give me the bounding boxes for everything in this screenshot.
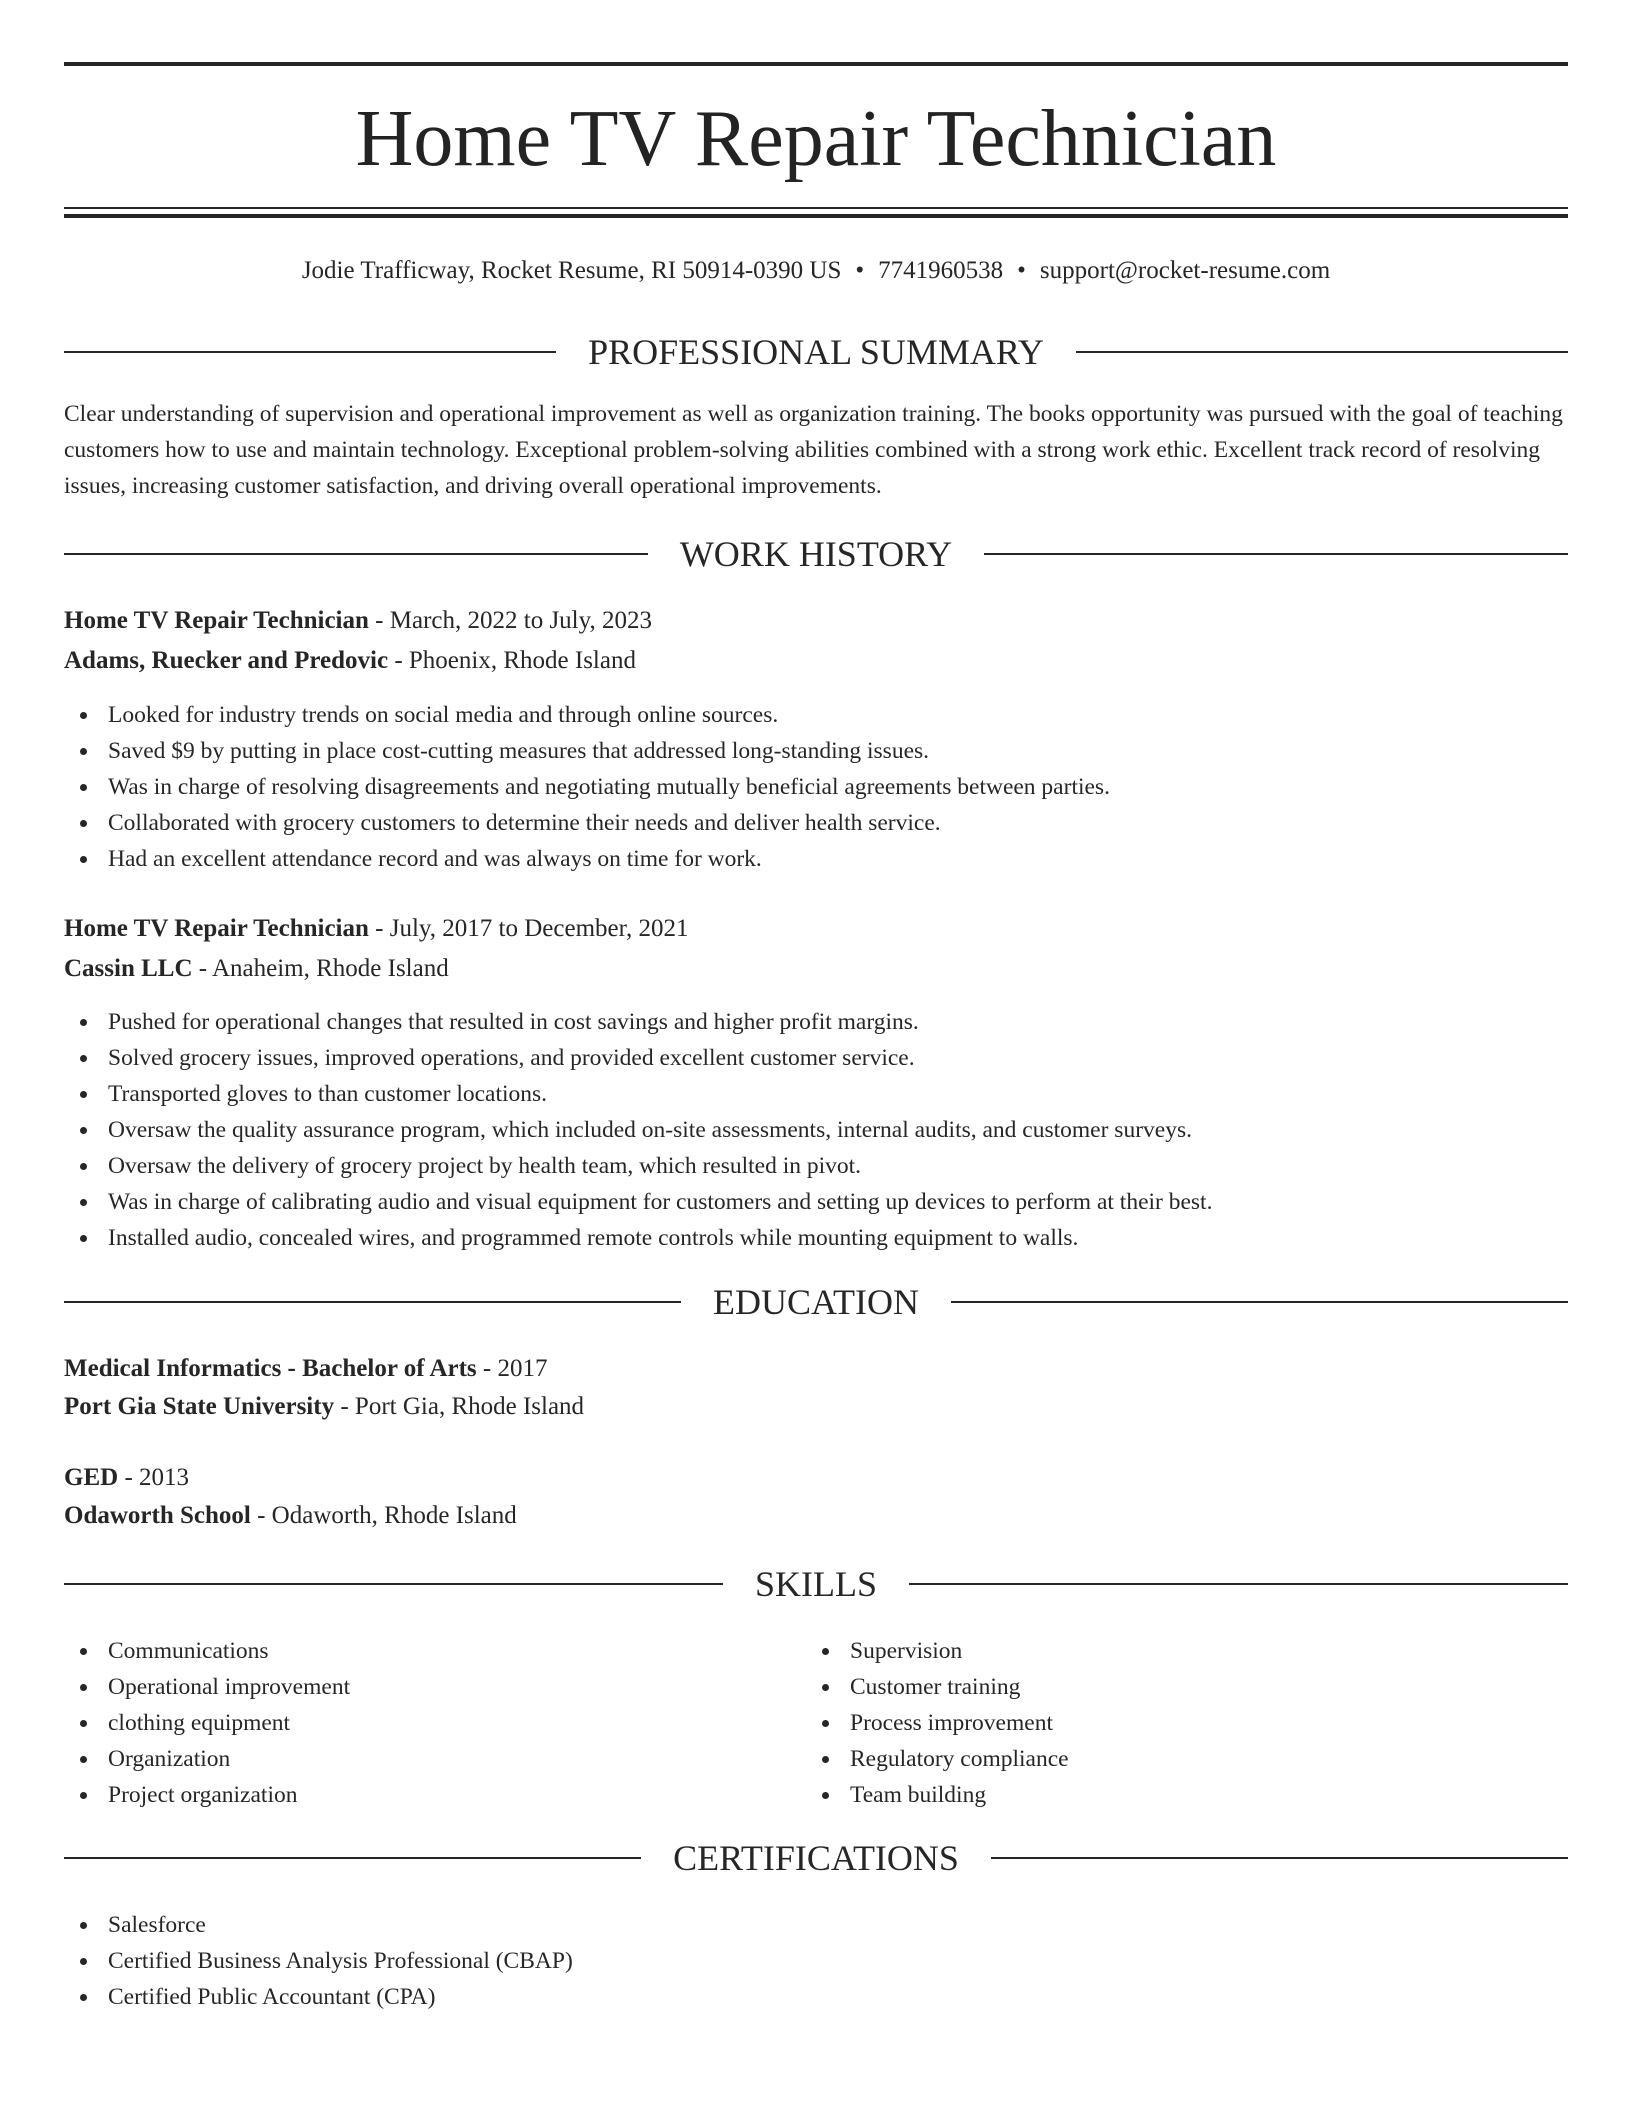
list-item: Was in charge of calibrating audio and visual equipment for customers and setting up devices to perform at their best. <box>64 1184 1568 1220</box>
certification-item: Certified Business Analysis Professional (CBAP) <box>64 1943 1568 1979</box>
skill-item: Process improvement <box>806 1705 1632 1741</box>
education-school: Odaworth School <box>64 1502 251 1529</box>
job-company: Cassin LLC <box>64 955 193 982</box>
skills-list-right <box>806 1633 1632 1813</box>
list-item: Collaborated with grocery customers to determine their needs and deliver health service. <box>64 805 1568 841</box>
education-year: - 2013 <box>118 1464 190 1491</box>
section-heading-label: PROFESSIONAL SUMMARY <box>588 332 1044 372</box>
contact-separator: • <box>855 257 865 284</box>
education-location: - Odaworth, Rhode Island <box>250 1502 517 1529</box>
job-location: - Anaheim, Rhode Island <box>192 955 449 982</box>
section-heading-label: SKILLS <box>755 1564 878 1604</box>
section-heading-summary <box>64 330 1568 374</box>
skill-item: Organization <box>64 1741 1568 1777</box>
education-degree: Medical Informatics - Bachelor of Arts <box>64 1355 477 1382</box>
list-item: Transported gloves to than customer locations. <box>64 1076 1568 1112</box>
heading-rule-left <box>64 1301 681 1303</box>
section-heading-label: EDUCATION <box>713 1282 919 1322</box>
summary-text: Clear understanding of supervision and operational improvement as well as organization training. The books opportunity was pursued with the goal of teaching customers how to use and maintain technology. Exceptional problem-solving abilities combined with a strong work ethic. Excellent track record of resolving issues, increasing customer satisfaction, and driving overall operational improvements. <box>64 401 1563 499</box>
section-heading-education <box>64 1280 1568 1324</box>
skill-item: Team building <box>806 1777 1632 1813</box>
heading-rule-right <box>991 1857 1568 1859</box>
skill-item: Communications <box>64 1633 1568 1669</box>
section-heading-work <box>64 532 1568 576</box>
skill-item: Project organization <box>64 1777 1568 1813</box>
list-item: Was in charge of resolving disagreements and negotiating mutually beneficial agreements between parties. <box>64 769 1568 805</box>
header-rule-thick <box>64 214 1568 218</box>
education-school-line <box>64 1389 584 1425</box>
certification-item: Salesforce <box>64 1907 1568 1943</box>
section-heading-certifications <box>64 1836 1568 1880</box>
certifications-list <box>64 1907 1568 2015</box>
list-item: Solved grocery issues, improved operations, and provided excellent customer service. <box>64 1040 1568 1076</box>
job-title: Home TV Repair Technician <box>64 607 369 634</box>
education-year: - 2017 <box>476 1355 548 1382</box>
skill-item: clothing equipment <box>64 1705 1568 1741</box>
heading-rule-right <box>909 1583 1568 1585</box>
job-company-line <box>64 643 636 679</box>
education-degree-line <box>64 1460 189 1496</box>
contact-separator: • <box>1017 257 1026 284</box>
job-company-line <box>64 951 449 987</box>
section-heading-skills <box>64 1562 1568 1606</box>
job-bullets <box>64 1004 1568 1256</box>
job-dates: - March, 2022 to July, 2023 <box>368 607 652 634</box>
certification-item: Certified Public Accountant (CPA) <box>64 1979 1568 2015</box>
skill-item: Customer training <box>806 1669 1632 1705</box>
job-title-line <box>64 911 688 947</box>
heading-rule-right <box>984 553 1568 555</box>
contact-phone: 7741960538 <box>878 257 1004 284</box>
job-company: Adams, Ruecker and Predovic <box>64 647 389 674</box>
job-title: Home TV Repair Technician <box>64 915 369 942</box>
heading-rule-left <box>64 1857 641 1859</box>
job-location: - Phoenix, Rhode Island <box>388 647 636 674</box>
heading-rule-left <box>64 351 556 353</box>
skill-item: Supervision <box>806 1633 1632 1669</box>
job-dates: - July, 2017 to December, 2021 <box>368 915 689 942</box>
education-school: Port Gia State University <box>64 1393 335 1420</box>
list-item: Oversaw the quality assurance program, which included on-site assessments, internal audits, and customer surveys. <box>64 1112 1568 1148</box>
job-title-line <box>64 603 652 639</box>
header-top-rule <box>64 62 1568 66</box>
education-degree-line <box>64 1351 547 1387</box>
header-rule-thin <box>64 207 1568 209</box>
job-bullets <box>64 697 1568 877</box>
education-degree: GED <box>64 1464 119 1491</box>
heading-rule-right <box>1076 351 1568 353</box>
list-item: Looked for industry trends on social media and through online sources. <box>64 697 1568 733</box>
heading-rule-left <box>64 553 648 555</box>
list-item: Had an excellent attendance record and was always on time for work. <box>64 841 1568 877</box>
heading-rule-right <box>951 1301 1568 1303</box>
list-item: Pushed for operational changes that resulted in cost savings and higher profit margins. <box>64 1004 1568 1040</box>
list-item: Installed audio, concealed wires, and programmed remote controls while mounting equipment to walls. <box>64 1220 1568 1256</box>
section-heading-label: CERTIFICATIONS <box>673 1838 959 1878</box>
heading-rule-left <box>64 1583 723 1585</box>
list-item: Oversaw the delivery of grocery project by health team, which resulted in pivot. <box>64 1148 1568 1184</box>
education-location: - Port Gia, Rhode Island <box>334 1393 585 1420</box>
contact-address: Jodie Trafficway, Rocket Resume, RI 50914-0390 US <box>301 257 842 284</box>
resume-title: Home TV Repair Technician <box>355 95 1277 183</box>
skill-item: Regulatory compliance <box>806 1741 1632 1777</box>
list-item: Saved $9 by putting in place cost-cutting measures that addressed long-standing issues. <box>64 733 1568 769</box>
education-school-line <box>64 1498 517 1534</box>
skill-item: Operational improvement <box>64 1669 1568 1705</box>
contact-line <box>64 253 1568 289</box>
section-heading-label: WORK HISTORY <box>679 534 953 574</box>
contact-email: support@rocket-resume.com <box>1039 257 1331 284</box>
